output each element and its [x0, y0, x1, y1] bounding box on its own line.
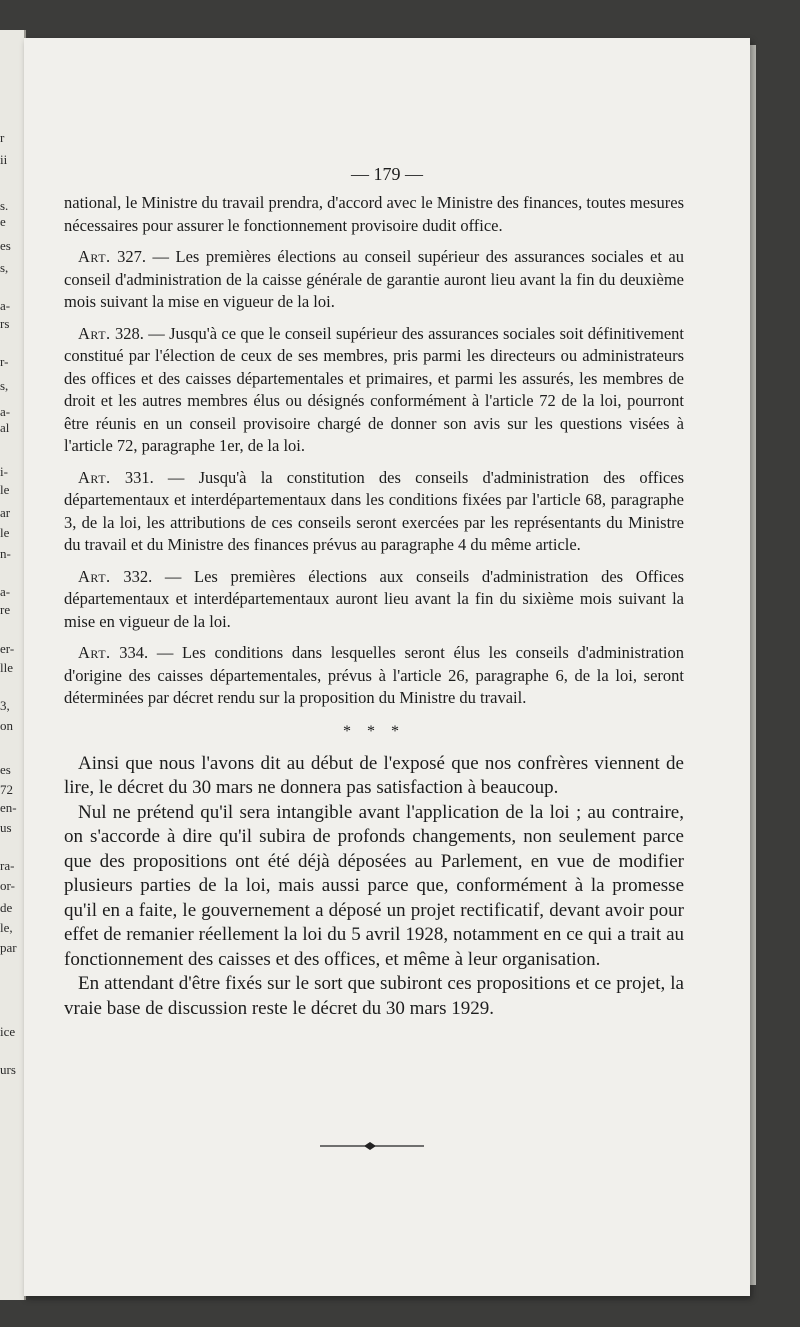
article-label: Art.: [78, 643, 111, 662]
prev-page-fragment: es: [0, 762, 11, 777]
prev-page-fragment: s,: [0, 378, 9, 393]
article-text: 332. — Les premières élections aux conseils d'administration des Offices départementaux et interdépartementaux auront lieu avant la fin du sixième mois suivant la mise en vigueur de la loi.: [64, 566, 684, 631]
prev-page-fragment: par: [0, 940, 17, 955]
prev-page-fragment: i-: [0, 464, 8, 479]
prev-page-fragment: le,: [0, 920, 13, 935]
prev-page-fragment: es: [0, 238, 11, 253]
prev-page-fragment: ar: [0, 505, 11, 520]
article-label: Art.: [78, 323, 111, 343]
prev-page-fragment: a-: [0, 584, 11, 599]
prev-page-fragment: de: [0, 900, 13, 915]
article-334: [64, 642, 684, 710]
prev-page-fragment: a-: [0, 404, 11, 419]
article-text: 334. — Les conditions dans lesquelles seront élus les conseils d'administration d'origine des caisses départementales, prévus à l'article 26, paragraphe 6, de la loi, seront déterminées par décret rendu sur la proposition du Ministre du travail.: [64, 643, 684, 707]
page-number: — 179 —: [351, 164, 423, 184]
prev-page-fragment: rs: [0, 316, 10, 331]
prev-page-fragment: re: [0, 602, 11, 617]
prev-page-fragment: le: [0, 525, 10, 540]
prev-page-fragment: le: [0, 482, 10, 497]
prev-page-fragment: r-: [0, 354, 9, 369]
article-text: 327. — Les premières élections au conseil supérieur des assurances sociales et au conseil d'administration de la caisse générale de garantie auront lieu avant la fin du deuxième mois suivant la mise en vigueur de la loi.: [64, 247, 684, 311]
end-ornament-rule: [320, 1141, 424, 1151]
prev-page-fragment: s.: [0, 198, 9, 213]
closing-paragraph: En attendant d'être fixés sur le sort que subiront ces propositions et ce projet, la vraie base de discussion reste le décret du 30 mars 1929.: [64, 973, 684, 1019]
article-332: [64, 566, 684, 634]
prev-page-fragment: s,: [0, 260, 9, 275]
decree-articles: [64, 192, 684, 710]
prev-page-fragment: n-: [0, 546, 11, 561]
prev-page-fragment: us: [0, 820, 12, 835]
prev-page-fragment: lle: [0, 660, 13, 675]
article-331: [64, 467, 684, 557]
prev-page-fragment: ii: [0, 152, 8, 167]
prev-page-fragment: r: [0, 130, 5, 145]
article-text: 331. — Jusqu'à la constitution des conseils d'administration des offices départementaux et interdépartementaux dans les conditions fixées par l'article 68, paragraphe 3, de la loi, les attributions de ces conseils seront exercées par les représentants du Ministre du travail et du Ministre des finances prévus au paragraphe 4 du même article.: [64, 467, 684, 554]
book-page: [24, 38, 750, 1296]
closing-paragraph: Nul ne prétend qu'il sera intangible avant l'application de la loi ; au contraire, on s'accorde à dire qu'il subira de profonds changements, non seulement parce que des propositions ont été déjà déposées au Parlement, en vue de modifier plusieurs parties de la loi, mais aussi parce que, conformément à la promesse qu'il en a faite, le gouvernement a déposé un projet rectificatif, devant avoir pour effet de remanier réellement la loi du 5 avril 1928, notamment en ce qui a trait au fonctionnement des caisses et des offices, et même à leur organisation.: [64, 801, 684, 970]
prev-page-fragment: ice: [0, 1024, 16, 1039]
commentary: [64, 752, 684, 1022]
prev-page-fragment: en-: [0, 800, 17, 815]
section-asterism: * * *: [343, 722, 405, 740]
article-327: [64, 246, 684, 314]
prev-page-fragment: 3,: [0, 698, 10, 713]
article-label: Art.: [78, 247, 111, 266]
closing-paragraph: Ainsi que nous l'avons dit au début de l'exposé que nos confrères viennent de lire, le décret du 30 mars ne donnera pas satisfaction à beaucoup.: [64, 752, 684, 798]
article-label: Art.: [78, 467, 111, 487]
prev-page-fragment: a-: [0, 298, 11, 313]
prev-page-fragment: e: [0, 214, 6, 229]
prev-page-fragment: ra-: [0, 858, 15, 873]
prev-page-fragment: 72: [0, 782, 13, 797]
article-text: 328. — Jusqu'à ce que le conseil supérieur des assurances sociales soit définitivement constitué par l'élection de ceux de ses membres, pris parmi les directeurs ou administrateurs des offices et des caisses départementales et primaires, et parmi les assurés, les membres de droit et les autres membres élus ou désignés conformément à l'article 72 de la loi, pourront être réunis en un conseil provisoire chargé de donner son avis sur les questions visées à l'article 72, paragraphe 1er, de la loi.: [64, 323, 684, 455]
page-stack-edge: [750, 45, 756, 1285]
previous-page-edge: [0, 30, 26, 1300]
page-body: [64, 192, 684, 1021]
intro-paragraph: national, le Ministre du travail prendra, d'accord avec le Ministre des finances, toutes mesures nécessaires pour assurer le fonctionnement provisoire dudit office.: [64, 193, 684, 235]
prev-page-fragment: al: [0, 420, 10, 435]
prev-page-fragment: or-: [0, 878, 15, 893]
article-label: Art.: [78, 566, 111, 586]
prev-page-fragment: urs: [0, 1062, 16, 1077]
article-328: [64, 323, 684, 458]
prev-page-fragment: on: [0, 718, 13, 733]
prev-page-fragment: er-: [0, 641, 15, 656]
